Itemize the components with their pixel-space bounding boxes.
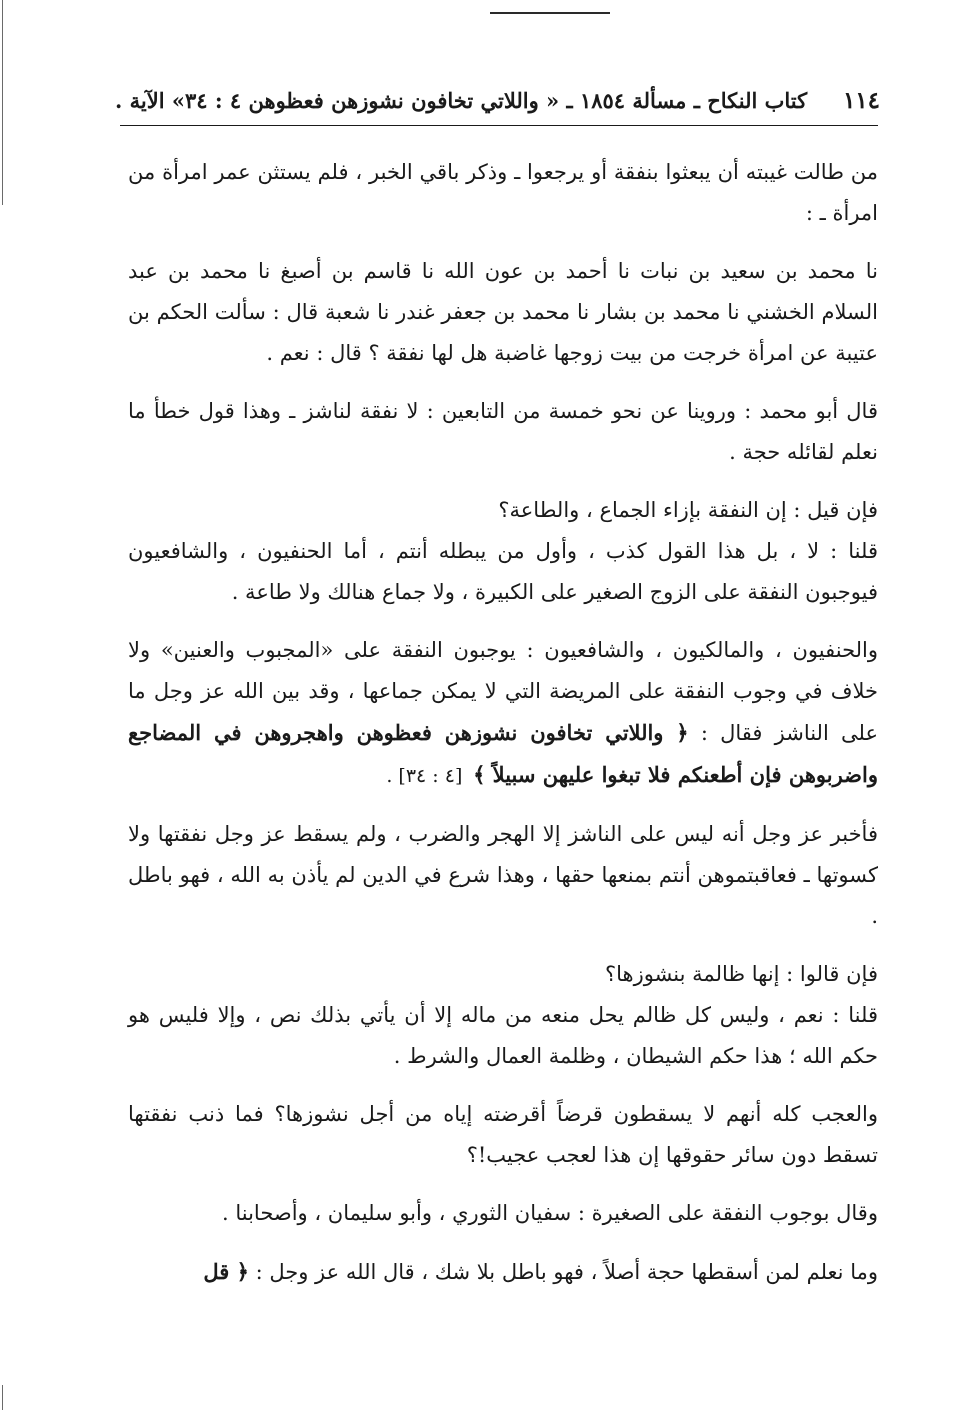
running-header [115,80,880,120]
header-rule [120,125,878,126]
paragraph-4-question: فإن قيل : إن النفقة بإزاء الجماع ، والطاعة؟ [498,498,878,522]
paragraph-12-text: وما نعلم لمن أسقطها حجة أصلاً ، فهو باطل بلا شك ، قال الله عز وجل : [255,1260,878,1284]
paragraph-11: وقال بوجوب النفقة على الصغيرة : سفيان الثوري ، وأبو سليمان ، وأصحابنا . [221,1201,878,1225]
page-edge-line-bottom [2,1385,3,1410]
page-edge-line [2,0,3,205]
verse-reference: [٤ : ٣٤] . [386,765,463,787]
paragraph-6 [128,630,878,797]
quran-verse-start: ﴿ قل [203,1259,249,1284]
paragraph-5-answer: قلنا : لا ، بل هذا القول كذب ، وأول من يبطله أنتم ، أما الحنفيون ، والشافعيون فيوجبون النفقة على الزوج الصغير على الكبيرة ، ولا جماع هنالك ولا طاعة . [128,539,878,604]
paragraph-6-text: والحنفيون ، والمالكيون ، والشافعيون : يوجبون النفقة على «المجبوب والعنين» ولا خلاف في وجوب النفقة على المريضة التي لا يمكن جماعها ، وقد بين الله عز وجل ما على الناشز فقال : [128,638,878,745]
paragraph-9-answer: قلنا : نعم ، وليس كل ظالم يحل منعه من ماله إلا أن يأتي بذلك نص ، وإلا فليس هو حكم الله ؛ هذا حكم الشيطان ، وظلمة العمال والشرط . [128,1003,878,1068]
quran-verse: ﴿ واللاتي تخافون نشوزهن فعظوهن واهجروهن في المضاجع واضربوهن فإن أطعنكم فلا تبغوا عليهن سبيلاً ﴾ [128,720,878,787]
paragraph-7: فأخبر عز وجل أنه ليس على الناشز إلا الهجر والضرب ، ولم يسقط عز وجل نفقتها ولا كسوتها ـ فعاقبتموهن أنتم بمنعها حقها ، وهذا شرع في الدين لم يأذن به الله ، فهو باطل . [128,822,878,928]
page-body [128,152,878,1310]
top-edge-rule [490,12,610,14]
paragraph-10: والعجب كله أنهم لا يسقطون قرضاً أقرضته إياه من أجل نشوزها؟ فما ذنب نفقتها تسقط دون سائر حقوقها إن هذا لعجب عجيب!؟ [128,1102,878,1167]
paragraph-2-isnad: نا محمد بن سعيد بن نبات نا أحمد بن عون الله نا قاسم بن أصبغ نا محمد بن عبد السلام الخشني نا محمد بن بشار نا محمد بن جعفر غندر نا شعبة قال : سألت الحكم بن عتيبة عن امرأة خرجت من بيت زوجها غاضبة هل لها نفقة ؟ قال : نعم . [128,259,878,365]
paragraph-12 [128,1251,878,1293]
paragraph-8-question: فإن قالوا : إنها ظالمة بنشوزها؟ [604,962,878,986]
running-title: كتاب النكاح ـ مسألة ١٨٥٤ ـ « واللاتي تخافون نشوزهن فعظوهن ٤ : ٣٤» الآية . [115,87,808,113]
page-number: ١١٤ [842,86,880,114]
paragraph-3: قال أبو محمد : وروينا عن نحو خمسة من التابعين : لا نفقة لناشز ـ وهذا قول خطأ ما نعلم لقائله حجة . [128,399,878,464]
paragraph-1: من طالت غيبته أن يبعثوا بنفقة أو يرجعوا ـ وذكر باقي الخبر ، فلم يستثن عمر امرأة من امرأة ـ : [128,160,878,225]
